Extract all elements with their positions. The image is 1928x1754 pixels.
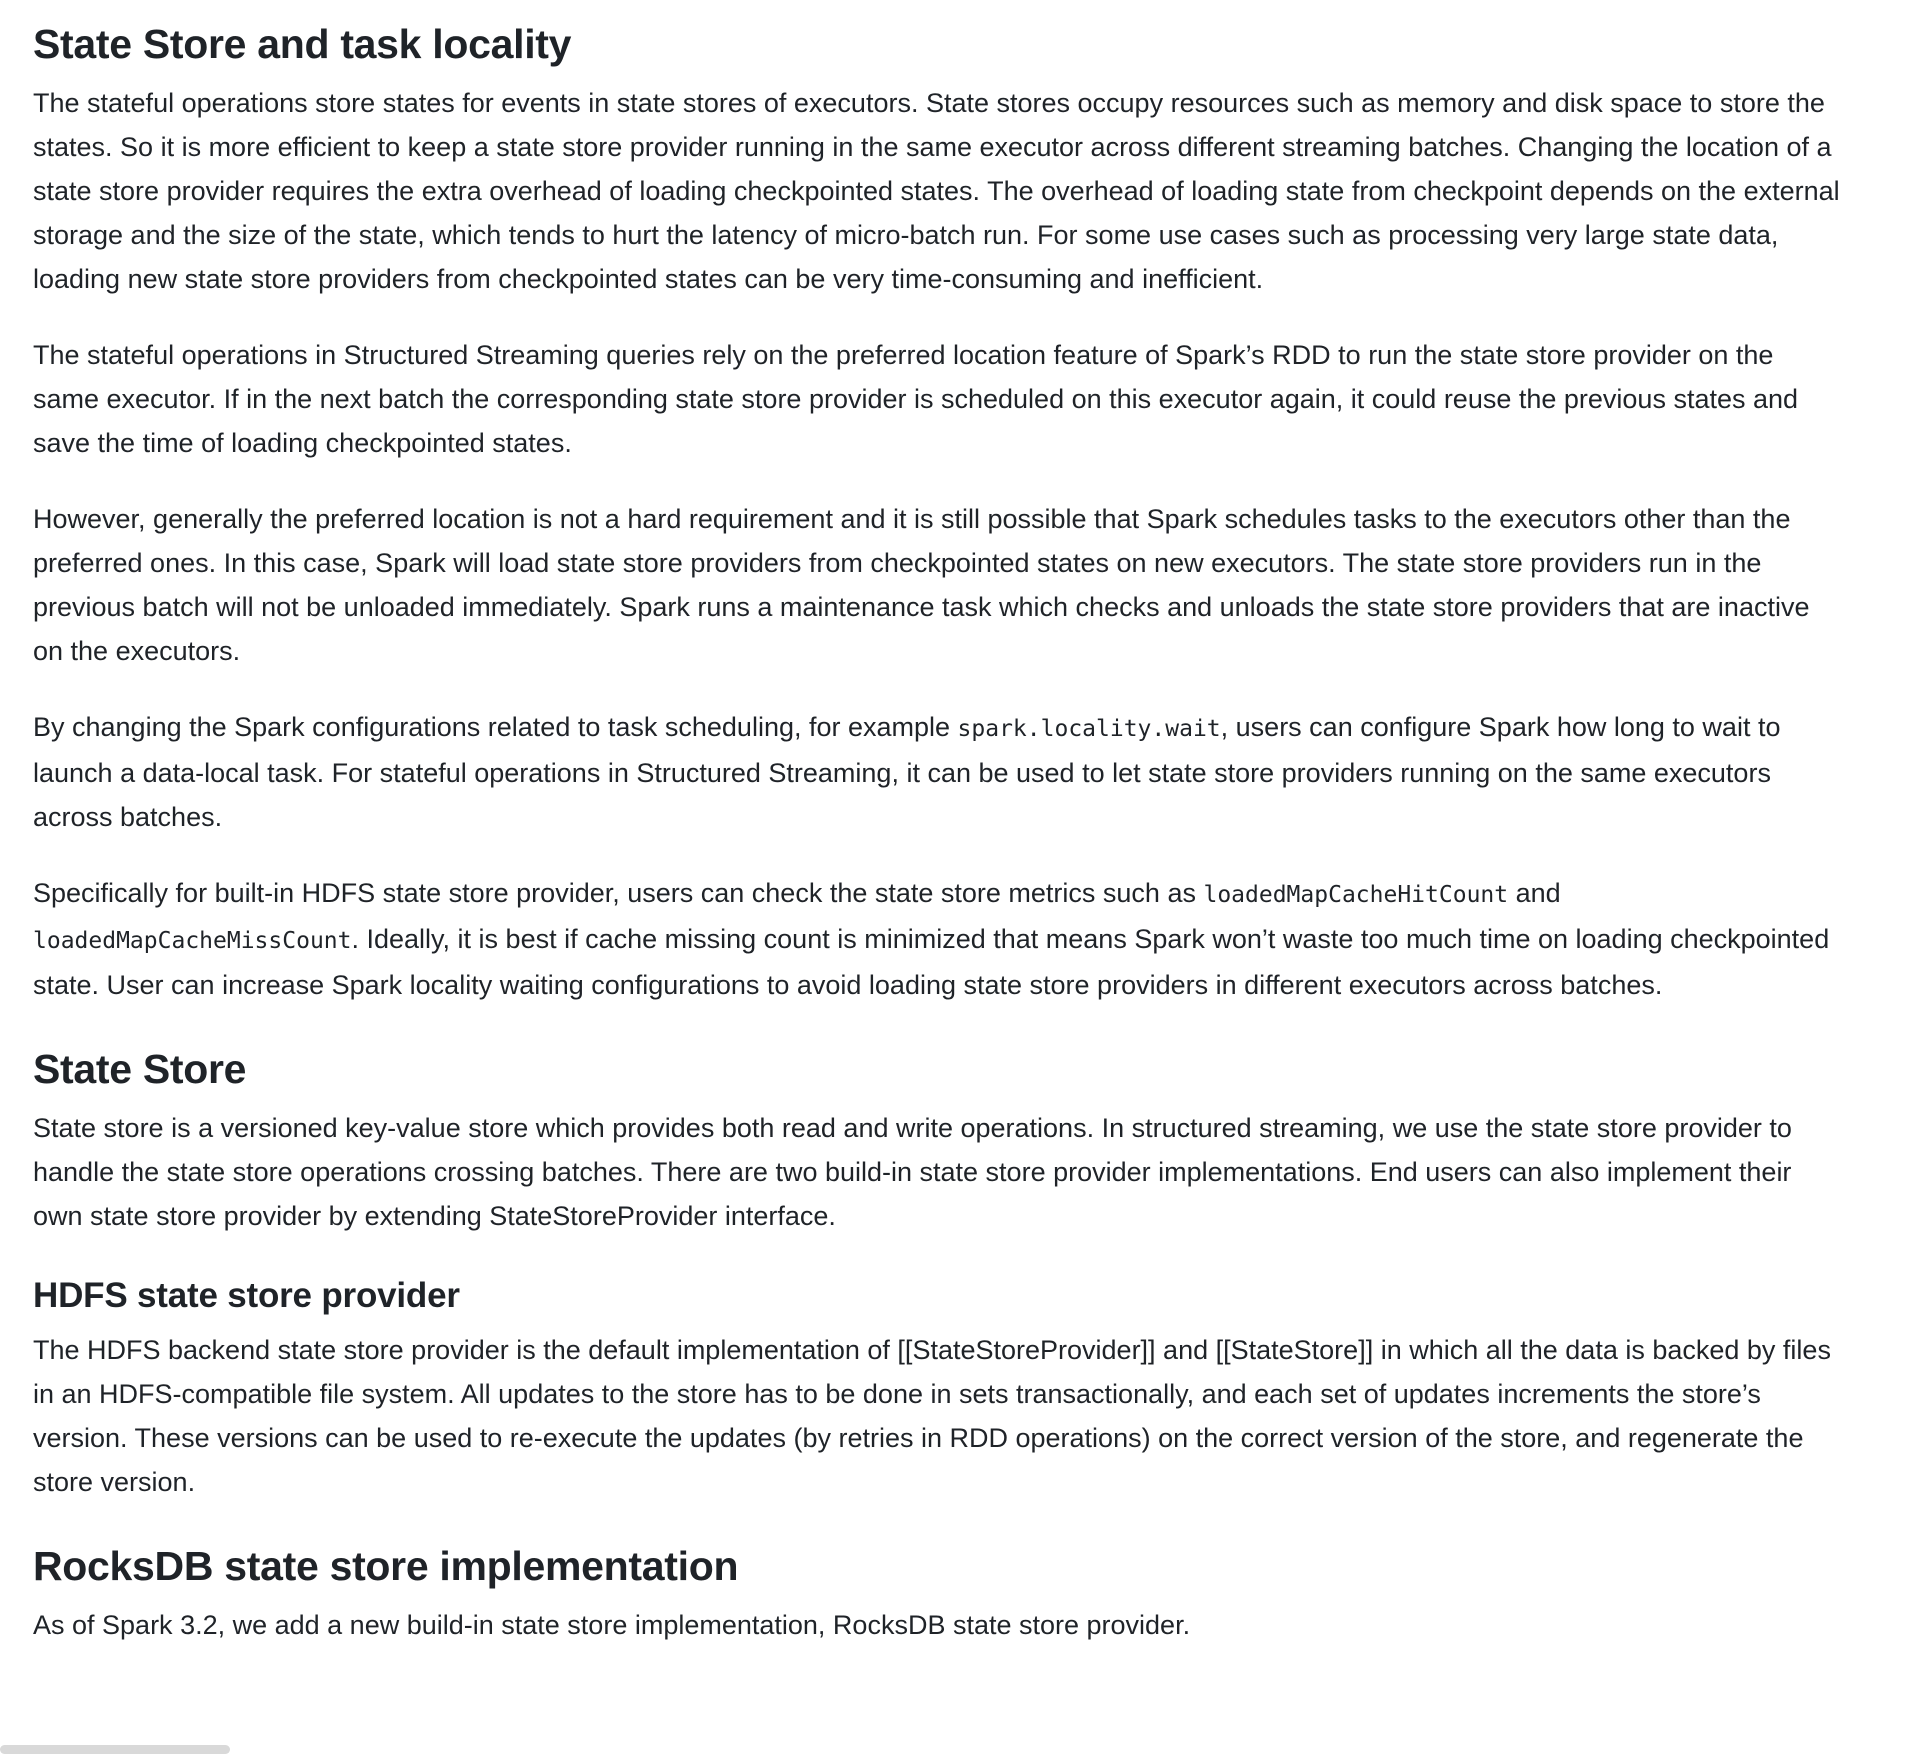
text-segment: , users can configure Spark how long to wait to launch a data-local task. For stateful operations in Structured Streaming, it can be used to let state store providers running on the same executors across batches.: [33, 712, 1781, 832]
heading-state-store-and-task-locality: State Store and task locality: [33, 21, 572, 67]
heading-hdfs-state-store-provider: HDFS state store provider: [33, 1276, 460, 1315]
heading-rocksdb-state-store: RocksDB state store implementation: [33, 1543, 739, 1589]
paragraph-state-store-1: State store is a versioned key-value store which provides both read and write operations. In structured streaming, we use the state store provider to handle the state store operations crossing batches. There are two build-in state store provider implementations. End users can also implement their own state store provider by extending StateStoreProvider interface.: [33, 1113, 1792, 1231]
text-segment: By changing the Spark configurations related to task scheduling, for example: [33, 712, 958, 742]
heading-state-store: State Store: [33, 1046, 247, 1092]
paragraph-locality-2: The stateful operations in Structured Streaming queries rely on the preferred location feature of Spark’s RDD to run the state store provider on the same executor. If in the next batch the corresponding state store provider is scheduled on this executor again, it could reuse the previous states and save the time of loading checkpointed states.: [33, 340, 1799, 458]
text-segment: and: [1508, 878, 1561, 908]
inline-code-hit-count: loadedMapCacheHitCount: [1203, 882, 1509, 908]
document-body: [33, 14, 1843, 1679]
paragraph-locality-3: However, generally the preferred location is not a hard requirement and it is still possible that Spark schedules tasks to the executors other than the preferred ones. In this case, Spark will load state store providers from checkpointed states on new executors. The state store providers run in the previous batch will not be unloaded immediately. Spark runs a maintenance task which checks and unloads the state store providers that are inactive on the executors.: [33, 504, 1810, 666]
text-segment: Specifically for built-in HDFS state store provider, users can check the state store metrics such as: [33, 878, 1204, 908]
horizontal-scrollbar-thumb[interactable]: [0, 1745, 230, 1754]
text-segment: . Ideally, it is best if cache missing count is minimized that means Spark won’t waste too much time on loading checkpointed state. User can increase Spark locality waiting configurations to avoid loading state store providers in different executors across batches.: [33, 924, 1830, 1000]
paragraph-locality-4: [33, 705, 1843, 839]
paragraph-rocksdb-1: As of Spark 3.2, we add a new build-in state store implementation, RocksDB state store provider.: [33, 1610, 1191, 1640]
inline-code-miss-count: loadedMapCacheMissCount: [33, 928, 352, 954]
paragraph-locality-5: [33, 871, 1843, 1007]
inline-code-locality-wait: spark.locality.wait: [957, 716, 1221, 742]
paragraph-locality-1: The stateful operations store states for events in state stores of executors. State stores occupy resources such as memory and disk space to store the states. So it is more efficient to keep a state store provider running in the same executor across different streaming batches. Changing the location of a state store provider requires the extra overhead of loading checkpointed states. The overhead of loading state from checkpoint depends on the external storage and the size of the state, which tends to hurt the latency of micro-batch run. For some use cases such as processing very large state data, loading new state store providers from checkpointed states can be very time-consuming and inefficient.: [33, 88, 1840, 294]
paragraph-hdfs-1: The HDFS backend state store provider is the default implementation of [[StateStoreProvider]] and [[StateStore]] in which all the data is backed by files in an HDFS-compatible file system. All updates to the store has to be done in sets transactionally, and each set of updates increments the store’s version. These versions can be used to re-execute the updates (by retries in RDD operations) on the correct version of the store, and regenerate the store version.: [33, 1335, 1831, 1497]
